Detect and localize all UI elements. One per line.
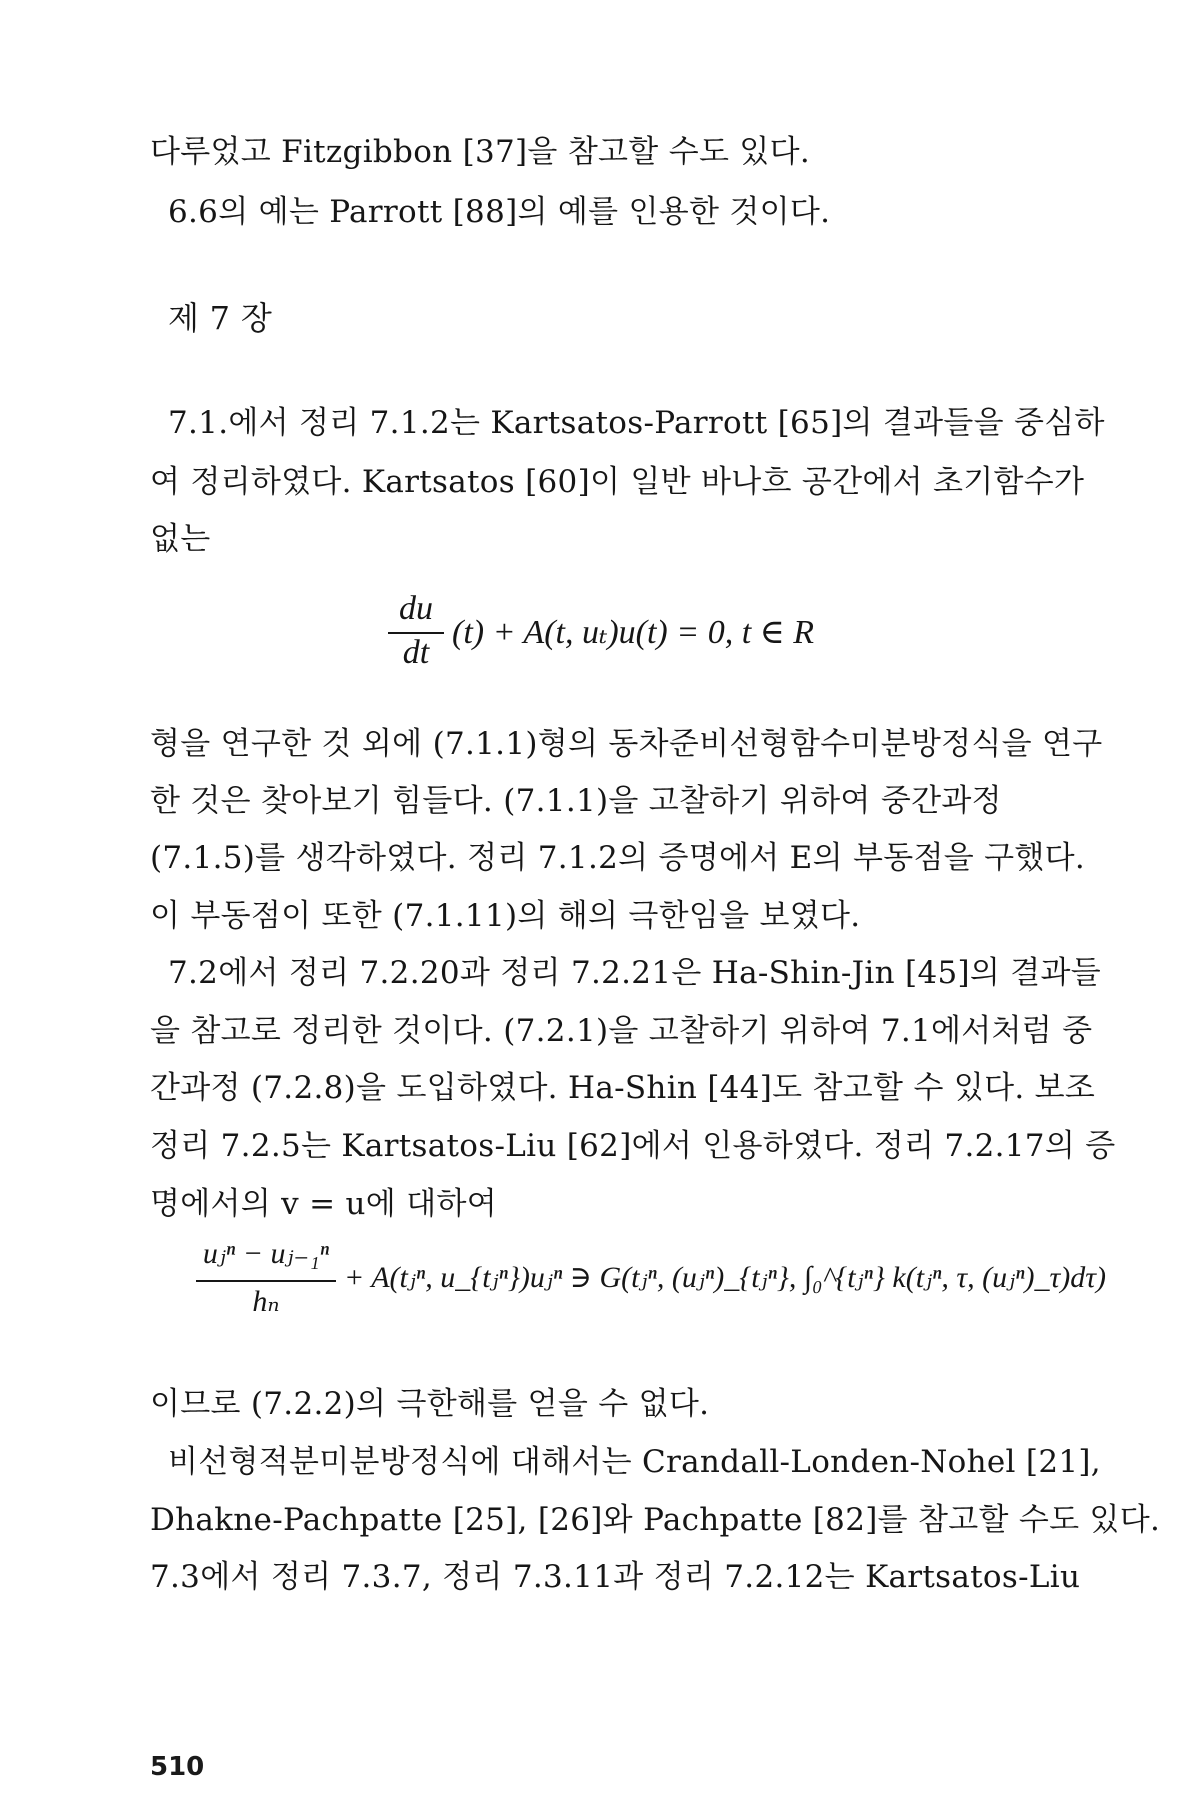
- paragraph-line: 형을 연구한 것 외에 (7.1.1)형의 동차준비선형함수미분방정식을 연구: [150, 726, 1103, 762]
- fraction: [196, 1236, 336, 1346]
- equation-body: (t) + A(t, uₜ)u(t) = 0, t ∈ R: [452, 614, 815, 651]
- paragraph-line: 다루었고 Fitzgibbon [37]을 참고할 수도 있다.: [150, 134, 810, 170]
- paragraph-line: 7.3에서 정리 7.3.7, 정리 7.3.11과 정리 7.2.12는 Kartsatos-Liu: [150, 1559, 1081, 1595]
- paragraph-line: (7.1.5)를 생각하였다. 정리 7.1.2의 증명에서 E의 부동점을 구했다.: [150, 840, 1086, 876]
- paragraph-line: 이므로 (7.2.2)의 극한해를 얻을 수 없다.: [150, 1386, 710, 1422]
- fraction: [388, 590, 444, 690]
- fraction-numerator: du: [399, 590, 433, 627]
- paragraph-line: 간과정 (7.2.8)을 도입하였다. Ha-Shin [44]도 참고할 수 있다. 보조: [150, 1070, 1096, 1106]
- fraction-denominator: dt: [402, 634, 430, 671]
- paragraph-line: 6.6의 예는 Parrott [88]의 예를 인용한 것이다.: [168, 194, 831, 230]
- paragraph-line: 이 부동점이 또한 (7.1.11)의 해의 극한임을 보였다.: [150, 898, 861, 934]
- fraction-bar: [196, 1280, 336, 1282]
- paragraph-line: 7.2에서 정리 7.2.20과 정리 7.2.21은 Ha-Shin-Jin [45]의 결과들: [168, 955, 1102, 991]
- paragraph-line: Dhakne-Pachpatte [25], [26]와 Pachpatte [82]를 참고할 수도 있다.: [150, 1502, 1161, 1538]
- paragraph-line: 비선형적분미분방정식에 대해서는 Crandall-Londen-Nohel [21],: [168, 1444, 1101, 1480]
- equation-display: [196, 1236, 1106, 1346]
- paragraph-line: 한 것은 찾아보기 힘들다. (7.1.1)을 고찰하기 위하여 중간과정: [150, 783, 1002, 819]
- equation-display: [388, 590, 828, 690]
- paragraph-line: 없는: [150, 521, 211, 557]
- paragraph-line: 을 참고로 정리한 것이다. (7.2.1)을 고찰하기 위하여 7.1에서처럼 중: [150, 1013, 1093, 1049]
- paragraph-line: 명에서의 v = u에 대하여: [150, 1186, 497, 1222]
- fraction-numerator: uⱼⁿ − uⱼ₋₁ⁿ: [202, 1237, 330, 1270]
- page-number: 510: [150, 1752, 205, 1782]
- paragraph-line: 정리 7.2.5는 Kartsatos-Liu [62]에서 인용하였다. 정리 7.2.17의 증: [150, 1128, 1116, 1164]
- paragraph-line: 여 정리하였다. Kartsatos [60]이 일반 바나흐 공간에서 초기함수가: [150, 464, 1085, 500]
- fraction-denominator: hₙ: [252, 1285, 280, 1318]
- paragraph-line: 7.1.에서 정리 7.1.2는 Kartsatos-Parrott [65]의 결과들을 중심하: [168, 405, 1105, 441]
- chapter-heading: 제 7 장: [168, 299, 273, 337]
- equation-body: + A(tⱼⁿ, u_{tⱼⁿ})uⱼⁿ ∋ G(tⱼⁿ, (uⱼⁿ)_{tⱼⁿ}, ∫₀^{tⱼⁿ} k(tⱼⁿ, τ, (uⱼⁿ)_τ)dτ): [344, 1261, 1106, 1294]
